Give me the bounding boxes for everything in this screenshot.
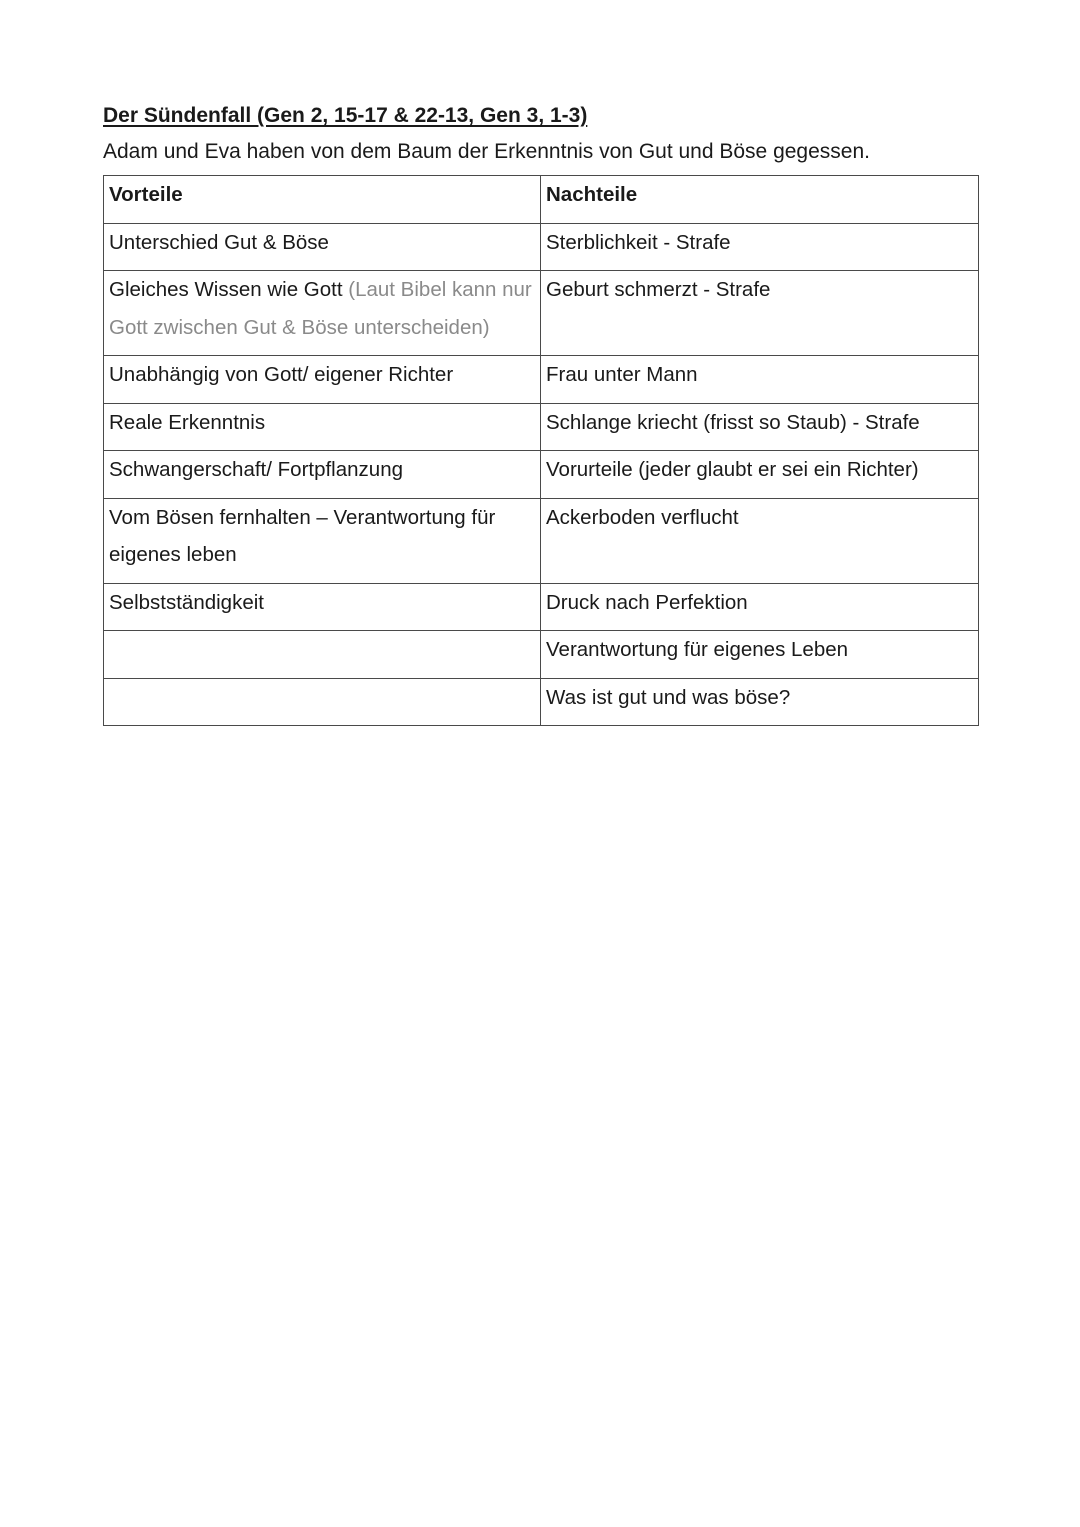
advantage-cell: Schwangerschaft/ Fortpflanzung — [104, 451, 541, 499]
document-page — [103, 101, 978, 726]
advantage-cell: Reale Erkenntnis — [104, 403, 541, 451]
disadvantage-cell: Druck nach Perfektion — [541, 583, 979, 631]
advantage-text: Gleiches Wissen wie Gott — [109, 278, 343, 301]
table-row — [104, 498, 979, 583]
table-row — [104, 451, 979, 499]
table-header-row — [104, 176, 979, 224]
table-row — [104, 678, 979, 726]
header-disadvantages: Nachteile — [541, 176, 979, 224]
intro-text: Adam und Eva haben von dem Baum der Erkenntnis von Gut und Böse gegessen. — [103, 140, 870, 163]
document-title: Der Sündenfall (Gen 2, 15-17 & 22-13, Gen 3, 1-3) — [103, 104, 588, 127]
disadvantage-cell: Geburt schmerzt - Strafe — [541, 271, 979, 356]
advantage-cell — [104, 271, 541, 356]
advantage-cell: Vom Bösen fernhalten – Verantwortung für eigenes leben — [104, 498, 541, 583]
advantage-cell: Unterschied Gut & Böse — [104, 223, 541, 271]
advantage-cell-empty — [104, 678, 541, 726]
disadvantage-cell: Was ist gut und was böse? — [541, 678, 979, 726]
table-row — [104, 271, 979, 356]
disadvantage-cell: Ackerboden verflucht — [541, 498, 979, 583]
disadvantage-cell: Schlange kriecht (frisst so Staub) - Strafe — [541, 403, 979, 451]
advantage-cell: Selbstständigkeit — [104, 583, 541, 631]
table-row — [104, 356, 979, 404]
table-row — [104, 631, 979, 679]
advantage-cell-empty — [104, 631, 541, 679]
table-row — [104, 583, 979, 631]
advantage-note: (Laut Bibel kann nur Gott zwischen Gut & Böse unterscheiden) — [109, 278, 532, 339]
advantage-cell: Unabhängig von Gott/ eigener Richter — [104, 356, 541, 404]
disadvantage-cell: Frau unter Mann — [541, 356, 979, 404]
disadvantage-cell: Vorurteile (jeder glaubt er sei ein Richter) — [541, 451, 979, 499]
pros-cons-table — [103, 175, 979, 726]
table-row — [104, 223, 979, 271]
disadvantage-cell: Sterblichkeit - Strafe — [541, 223, 979, 271]
table-row — [104, 403, 979, 451]
disadvantage-cell: Verantwortung für eigenes Leben — [541, 631, 979, 679]
header-advantages: Vorteile — [104, 176, 541, 224]
